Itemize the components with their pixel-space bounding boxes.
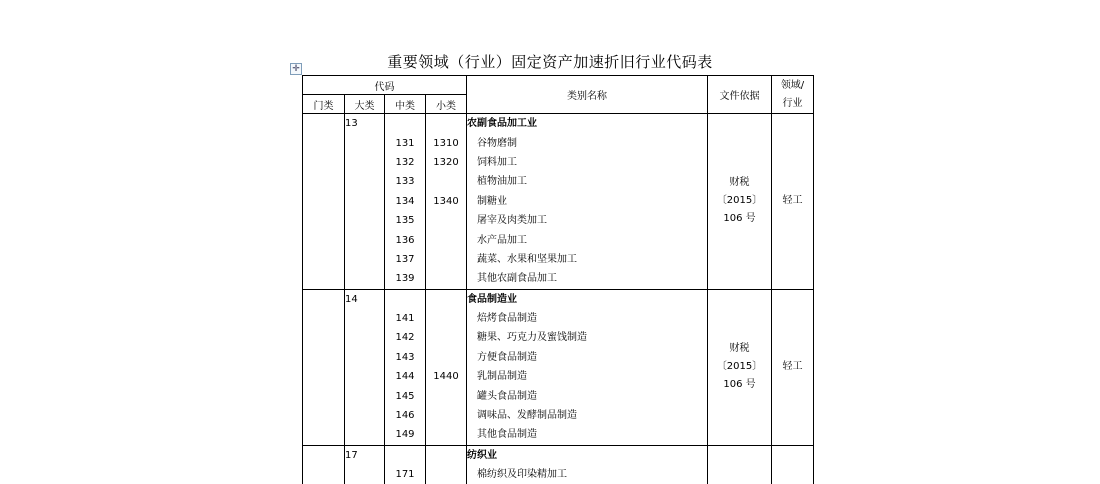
category-name — [467, 445, 708, 465]
page-title: 重要领域（行业）固定资产加速折旧行业代码表 — [387, 53, 713, 71]
header-class: 小类 — [426, 95, 467, 114]
class-code — [426, 211, 467, 230]
class-code — [426, 445, 467, 465]
category-name — [467, 269, 708, 289]
category-name — [467, 465, 708, 484]
group-code: 141 — [385, 309, 426, 328]
class-code — [426, 172, 467, 191]
class-code — [426, 425, 467, 445]
group-code: 146 — [385, 406, 426, 425]
group-code: 143 — [385, 348, 426, 367]
group-code: 142 — [385, 328, 426, 347]
document-basis-line: 〔2015〕 — [716, 195, 763, 207]
document-basis-line: 106 号 — [723, 213, 756, 225]
document-basis-line: 财税 — [729, 177, 750, 189]
division-name: 农副食品加工业 — [467, 118, 537, 130]
group-name: 饲料加工 — [477, 156, 517, 168]
class-code — [426, 386, 467, 405]
category-name — [467, 133, 708, 152]
division-code: 14 — [345, 289, 385, 445]
group-code: 171 — [385, 465, 426, 484]
group-code: 136 — [385, 230, 426, 249]
category-name — [467, 192, 708, 211]
division-code: 13 — [345, 114, 385, 290]
header-category-name: 类别名称 — [467, 76, 708, 114]
category-name — [467, 172, 708, 191]
table-move-handle-icon[interactable]: ✛ — [290, 63, 302, 75]
class-code: 1440 — [426, 367, 467, 386]
group-name: 罐头食品制造 — [477, 390, 537, 402]
category-name — [467, 367, 708, 386]
category-name — [467, 348, 708, 367]
header-group: 中类 — [385, 95, 426, 114]
group-name: 其他农副食品加工 — [477, 273, 557, 285]
category-name — [467, 114, 708, 134]
document-basis — [708, 114, 772, 290]
group-code: 131 — [385, 133, 426, 152]
class-code: 1320 — [426, 153, 467, 172]
header-division: 大类 — [345, 95, 385, 114]
class-code — [426, 406, 467, 425]
section-cell — [303, 289, 345, 445]
section-cell — [303, 445, 345, 484]
group-code: 139 — [385, 269, 426, 289]
group-code: 145 — [385, 386, 426, 405]
class-code — [426, 465, 467, 484]
group-code: 132 — [385, 153, 426, 172]
group-code: 135 — [385, 211, 426, 230]
group-name: 焙烤食品制造 — [477, 313, 537, 325]
industry-field: 轻工 — [772, 114, 814, 290]
header-document-basis: 文件依据 — [708, 76, 772, 114]
table-row — [303, 289, 814, 309]
industry-code-table — [302, 75, 814, 484]
group-name: 制糖业 — [477, 195, 507, 207]
group-name: 调味品、发酵制品制造 — [477, 410, 577, 422]
group-code: 133 — [385, 172, 426, 191]
document-basis — [708, 289, 772, 445]
header-industry-line2: 行业 — [782, 97, 803, 109]
header-industry-line1: 领域/ — [780, 79, 805, 91]
document-basis-line: 财税 — [729, 343, 750, 355]
class-code — [426, 250, 467, 269]
group-name: 方便食品制造 — [477, 351, 537, 363]
group-code — [385, 114, 426, 134]
class-code — [426, 309, 467, 328]
group-name: 蔬菜、水果和坚果加工 — [477, 253, 577, 265]
group-code: 134 — [385, 192, 426, 211]
document-basis-line: 〔2015〕 — [716, 361, 763, 373]
industry-field: 轻工 — [772, 289, 814, 445]
group-name: 谷物磨制 — [477, 137, 517, 149]
table-row — [303, 114, 814, 134]
group-code: 149 — [385, 425, 426, 445]
group-name: 其他食品制造 — [477, 429, 537, 441]
group-name: 糖果、巧克力及蜜饯制造 — [477, 332, 587, 344]
class-code: 1310 — [426, 133, 467, 152]
header-code: 代码 — [303, 76, 467, 95]
division-name: 食品制造业 — [467, 293, 517, 305]
document-basis — [708, 445, 772, 484]
category-name — [467, 289, 708, 309]
category-name — [467, 386, 708, 405]
group-name: 植物油加工 — [477, 176, 527, 188]
group-name: 水产品加工 — [477, 234, 527, 246]
category-name — [467, 230, 708, 249]
class-code — [426, 328, 467, 347]
table-body — [303, 114, 814, 484]
category-name — [467, 328, 708, 347]
division-code: 17 — [345, 445, 385, 484]
group-name: 棉纺织及印染精加工 — [477, 469, 567, 481]
category-name — [467, 406, 708, 425]
category-name — [467, 425, 708, 445]
group-code: 137 — [385, 250, 426, 269]
class-code: 1340 — [426, 192, 467, 211]
table-row — [303, 445, 814, 465]
header-industry — [772, 76, 814, 114]
class-code — [426, 348, 467, 367]
category-name — [467, 211, 708, 230]
category-name — [467, 250, 708, 269]
category-name — [467, 153, 708, 172]
group-name: 屠宰及肉类加工 — [477, 215, 547, 227]
document-basis-line: 106 号 — [723, 379, 756, 391]
division-name: 纺织业 — [467, 449, 497, 461]
group-name: 乳制品制造 — [477, 371, 527, 383]
group-code: 144 — [385, 367, 426, 386]
header-section: 门类 — [303, 95, 345, 114]
industry-field — [772, 445, 814, 484]
class-code — [426, 114, 467, 134]
class-code — [426, 269, 467, 289]
class-code — [426, 230, 467, 249]
class-code — [426, 289, 467, 309]
section-cell — [303, 114, 345, 290]
group-code — [385, 445, 426, 465]
category-name — [467, 309, 708, 328]
group-code — [385, 289, 426, 309]
